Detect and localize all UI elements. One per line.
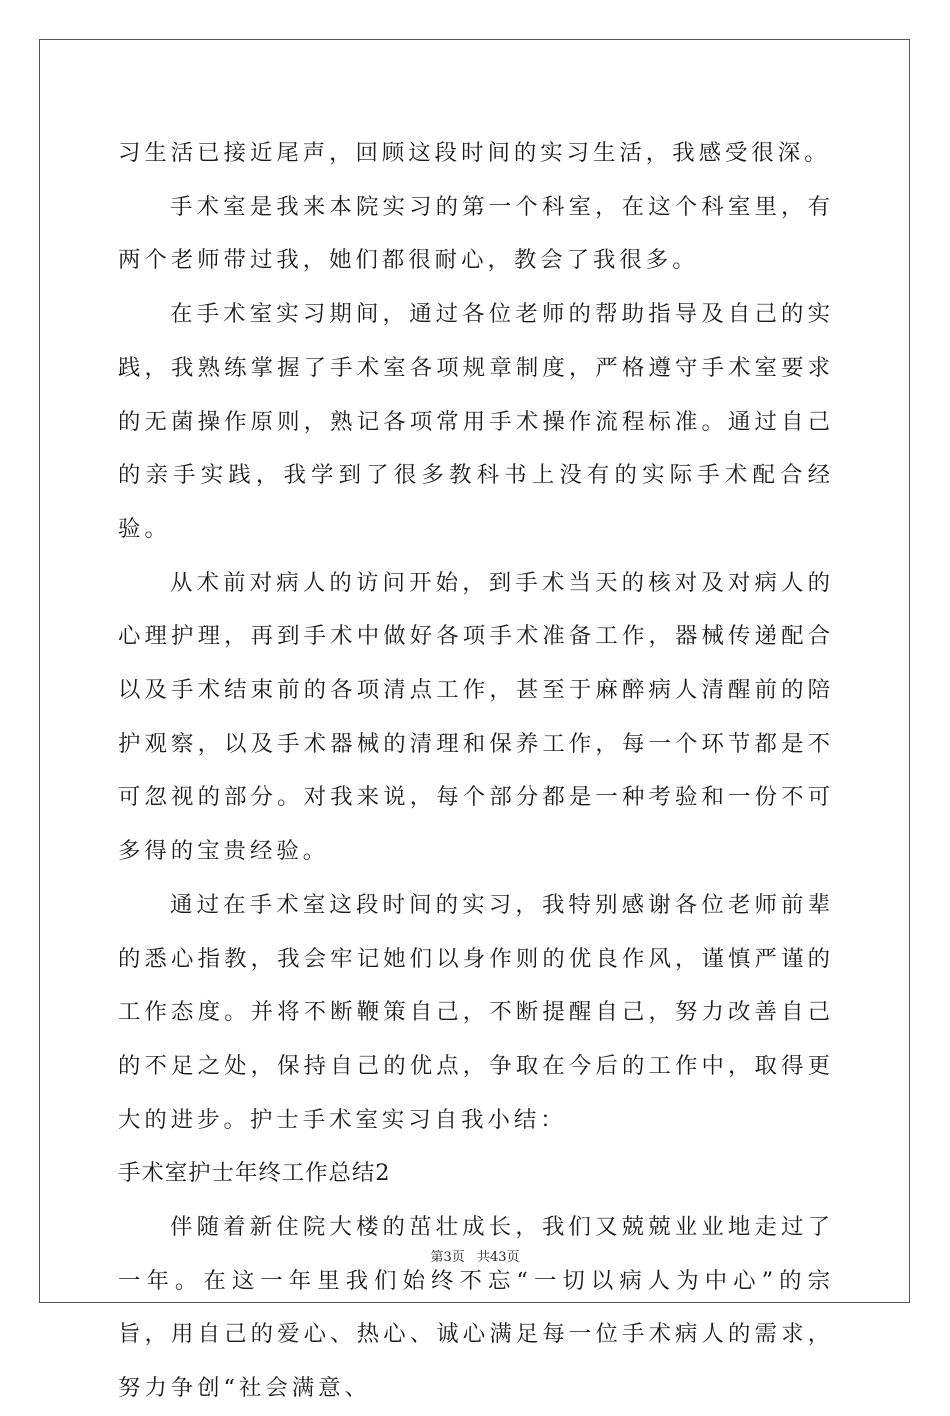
page-footer	[0, 1246, 950, 1265]
paragraph: 在手术室实习期间，通过各位老师的帮助指导及自己的实践，我熟练掌握了手术室各项规章制度，严格遵守手术室要求的无菌操作原则，熟记各项常用手术操作流程标准。通过自己的亲手实践，我学到了很多教科书上没有的实际手术配合经验。	[118, 301, 834, 542]
paragraph: 伴随着新住院大楼的茁壮成长，我们又兢兢业业地走过了一年。在这一年里我们始终不忘“一切以病人为中心”的宗旨，用自己的爱心、热心、诚心满足每一位手术病人的需求，努力争创“社会满意、	[118, 1214, 834, 1402]
paragraph-continuation: 习生活已接近尾声，回顾这段时间的实习生活，我感受很深。	[118, 140, 831, 166]
section-heading: 手术室护士年终工作总结2	[118, 1160, 391, 1187]
document-body	[118, 127, 834, 1416]
paragraph: 从术前对病人的访问开始，到手术当天的核对及对病人的心理护理，再到手术中做好各项手术准备工作，器械传递配合以及手术结束前的各项清点工作，甚至于麻醉病人清醒前的陪护观察，以及手术器械的清理和保养工作，每一个环节都是不可忽视的部分。对我来说，每个部分都是一种考验和一份不可多得的宝贵经验。	[118, 569, 834, 865]
paragraph: 手术室是我来本院实习的第一个科室，在这个科室里，有两个老师带过我，她们都很耐心，教会了我很多。	[118, 193, 834, 274]
page-total: 共43页	[476, 1250, 520, 1265]
page-number: 第3页	[430, 1250, 465, 1265]
paragraph: 通过在手术室这段时间的实习，我特别感谢各位老师前辈的悉心指教，我会牢记她们以身作则的优良作风，谨慎严谨的工作态度。并将不断鞭策自己，不断提醒自己，努力改善自己的不足之处，保持自己的优点，争取在今后的工作中，取得更大的进步。护士手术室实习自我小结：	[118, 891, 834, 1133]
